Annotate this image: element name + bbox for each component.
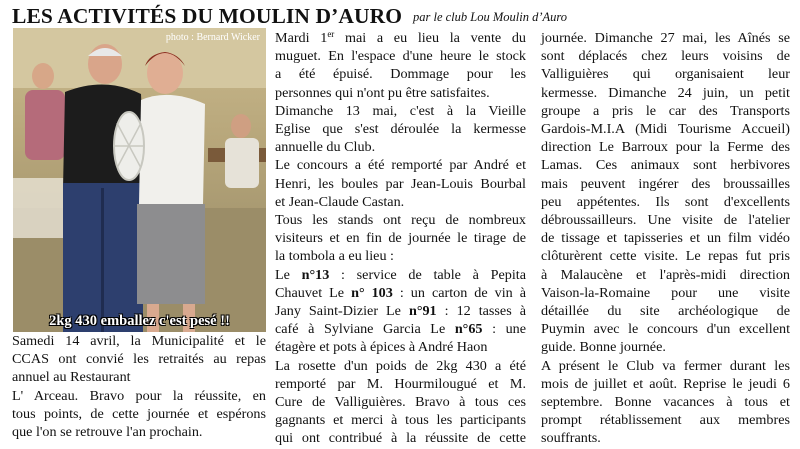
col2-line: remporté par M. Hourmilougué et M.	[275, 375, 526, 392]
col2-line	[275, 284, 526, 302]
col2-line: qui ont contribué à la réussite de cette	[275, 430, 526, 447]
col3-line: mois de juillet et août. Reprise le jeudi 6	[541, 375, 790, 392]
col3-line: de tissage et tapisseries et un film vidéo	[541, 230, 790, 247]
col1-line: que l'on se retrouve l'an prochain.	[12, 424, 203, 441]
col1-line: CCAS ont convié les retraités au repas	[12, 351, 266, 368]
col3-line: clôturèrent cette visite. Le repas fut pris	[541, 248, 790, 265]
col3-line: guide. Bonne journée.	[541, 339, 666, 356]
article-title: LES ACTIVITÉS DU MOULIN D’AURO	[12, 4, 403, 28]
photo-credit: photo : Bernard Wicker	[165, 32, 260, 43]
col2-line: Tous les stands ont reçu de nombreux	[275, 212, 526, 229]
col2-text: Chauvet Le	[275, 284, 352, 301]
col3-line: souffrants.	[541, 430, 601, 447]
col2-text: Mardi 1	[275, 30, 328, 46]
col3-line: peu appétentes. Ils sont d'excellents	[541, 193, 790, 210]
col2-text: Le	[275, 266, 302, 283]
col2-line	[275, 320, 526, 338]
col3-line: A présent le Club va fermer durant les	[541, 357, 790, 374]
col2-line: Dimanche 13 mai, c'est à la Vieille	[275, 102, 526, 119]
col2-line: personnes qui n'ont pu être satisfaites.	[275, 84, 490, 101]
col1-line: tous points, de cette journée et espérons	[12, 405, 266, 422]
col1-line: annuel au Restaurant	[12, 369, 131, 386]
col2-line: la tombola a eu lieu :	[275, 248, 394, 265]
ticket-number: n°91	[408, 303, 437, 320]
column-1	[12, 332, 266, 441]
col2-text: : un carton de vin à	[392, 284, 527, 301]
col3-line: mais peuvent ingérer des broussailles	[541, 175, 790, 192]
col2-superscript: er	[327, 29, 335, 39]
col2-line: Le concours a été remporté par André et	[275, 157, 526, 174]
article-subtitle: par le club Lou Moulin d’Auro	[413, 10, 568, 24]
col3-line: sont déplacés chez leurs voisins de	[541, 48, 790, 65]
col3-line: débroussailleurs. Une visite de l'atelier	[541, 212, 790, 229]
col2-text: : 12 tasses à	[436, 303, 526, 320]
col2-text: : une	[482, 321, 526, 338]
col2-line	[275, 266, 526, 284]
ticket-number: n°13	[301, 266, 330, 283]
col2-line: visiteurs et en fin de journée le tirage de	[275, 230, 526, 247]
photo-caption: 2kg 430 emballez c'est pesé !!	[49, 313, 230, 329]
col2-line	[275, 302, 526, 320]
col2-line: a été épuisé. Dommage pour les	[275, 66, 526, 83]
col3-line: Valliguières qui organisaient leur	[541, 66, 790, 83]
col1-line: Samedi 14 avril, la Municipalité et le	[12, 333, 266, 349]
ticket-number: n°65	[454, 321, 483, 338]
col2-line: Cure de Valliguières. Bravo à tous ces	[275, 394, 526, 411]
col3-line: kermesse. Dimanche 24 juin, un petit	[541, 84, 790, 101]
col2-text: : service de table à Pepita	[329, 266, 526, 283]
photo-scene	[13, 28, 266, 332]
col2-line: Eglise que s'est déroulée la kermesse	[275, 121, 526, 138]
col2-text: Jany Saint-Dizier Le	[275, 303, 409, 320]
col2-line: annuelle du Club.	[275, 139, 376, 156]
col3-line: direction Le Barroux pour la Ferme des	[541, 139, 790, 156]
col3-line: à Malaucène et l'après-midi direction	[541, 266, 790, 283]
col1-line: L' Arceau. Bravo pour la réussite, en	[12, 387, 266, 404]
col2-line	[275, 29, 526, 47]
col2-line: muguet. En l'espace d'une heure le stock	[275, 48, 526, 65]
col3-line: prompt rétablissement aux membres	[541, 412, 790, 429]
col2-line: gagnants et merci à tous les participants	[275, 412, 526, 429]
ticket-number: n° 103	[351, 284, 393, 301]
col2-line: La rosette d'un poids de 2kg 430 a été	[275, 357, 526, 374]
col2-line: étagère et pots à épices à André Haon	[275, 339, 488, 356]
col3-line: Vaison-la-Romaine pour une visite	[541, 284, 790, 301]
col3-line: Lamas. Ces animaux sont herbivores	[541, 157, 790, 174]
col2-line: et Jean-Claude Castan.	[275, 193, 405, 210]
col2-text: café à Sylviane Garcia Le	[275, 321, 455, 338]
col3-line: septembre. Bonne vacances à tous et	[541, 394, 790, 411]
col3-line: détaillée du site archéologique de	[541, 303, 790, 320]
col2-line: Henri, les boules par Jean-Louis Bourbal	[275, 175, 526, 192]
col3-line: groupe a pris le car des Transports	[541, 102, 790, 119]
column-2	[275, 29, 526, 448]
col3-line: journée. Dimanche 27 mai, les Aînés se	[541, 30, 790, 46]
col3-line: Gardois-M.I.A (Midi Tourisme Accueil)	[541, 121, 790, 138]
article-photo	[13, 28, 266, 332]
column-3	[541, 29, 790, 448]
col2-text: mai a eu lieu la vente du	[334, 30, 527, 46]
col3-line: Puymin avec le concours d'un excellent	[541, 321, 790, 338]
